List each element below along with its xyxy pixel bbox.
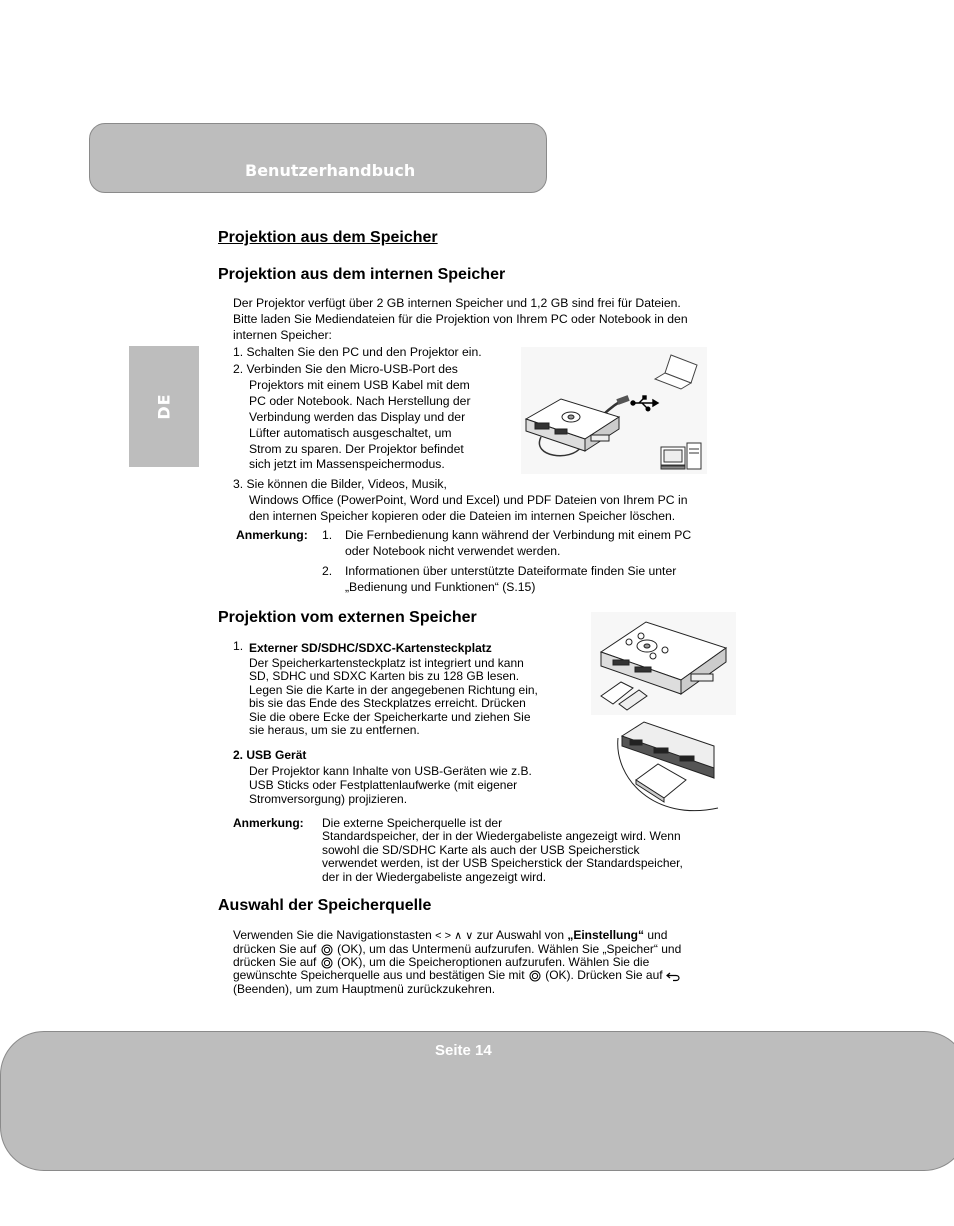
internal-step-2-l2: Projektors mit einem USB Kabel mit dem bbox=[249, 378, 470, 392]
external-note-l3: sowohl die SD/SDHC Karte als auch der USB Speicherstick bbox=[322, 843, 640, 857]
internal-note-1-l2: oder Notebook nicht verwendet werden. bbox=[345, 544, 561, 558]
internal-step-3-l3: den internen Speicher kopieren oder die Dateien im internen Speicher löschen. bbox=[249, 509, 676, 523]
internal-note-2-l1: Informationen über unterstützte Dateiformate finden Sie unter bbox=[345, 564, 677, 578]
main-heading: Projektion aus dem Speicher bbox=[218, 229, 438, 246]
internal-step-2-l1: 2. Verbinden Sie den Micro-USB-Port des bbox=[233, 362, 458, 376]
external-item-2-l1: Der Projektor kann Inhalte von USB-Geräten wie z.B. bbox=[249, 764, 532, 778]
external-heading: Projektion vom externen Speicher bbox=[218, 609, 477, 626]
source-line-4b: (OK). Drücken Sie auf bbox=[545, 968, 663, 982]
source-line-2b: (OK), um das Untermenü aufzurufen. Wählen Sie „Speicher“ und bbox=[337, 942, 682, 956]
internal-note-2-l2: „Bedienung und Funktionen“ (S.15) bbox=[345, 580, 536, 594]
internal-note-1-l1: Die Fernbedienung kann während der Verbindung mit einem PC bbox=[345, 528, 692, 542]
external-note-l1: Die externe Speicherquelle ist der bbox=[322, 816, 503, 830]
ok-button-icon bbox=[528, 970, 542, 982]
internal-intro-2: Bitte laden Sie Mediendateien für die Projektion von Ihrem PC oder Notebook in den bbox=[233, 312, 688, 326]
ok-button-icon bbox=[320, 944, 334, 956]
page-number: Seite 14 bbox=[435, 1042, 492, 1059]
usb-connection-illustration bbox=[521, 347, 707, 474]
source-setting-label: „Einstellung“ bbox=[567, 928, 645, 942]
internal-intro-3: internen Speicher: bbox=[233, 328, 332, 342]
source-line-4a: gewünschte Speicherquelle aus und bestätigen Sie mit bbox=[233, 968, 525, 982]
internal-step-1: 1. Schalten Sie den PC und den Projektor ein. bbox=[233, 345, 482, 359]
external-item-1-l3: Legen Sie die Karte in der angegebenen Richtung ein, bbox=[249, 683, 538, 697]
header-title: Benutzerhandbuch bbox=[245, 161, 416, 180]
source-line-1a: Verwenden Sie die Navigationstasten bbox=[233, 928, 432, 942]
language-label-wrap bbox=[129, 346, 199, 467]
internal-step-2-l4: Verbindung werden das Display und der bbox=[249, 410, 466, 424]
sd-insert-illustration bbox=[614, 718, 720, 822]
source-line-1b: zur Auswahl von bbox=[476, 928, 564, 942]
source-heading: Auswahl der Speicherquelle bbox=[218, 897, 432, 914]
source-line-4 bbox=[233, 969, 682, 983]
internal-step-2-l6: Strom zu sparen. Der Projektor befindet bbox=[249, 442, 464, 456]
source-line-3b: (OK), um die Speicheroptionen aufzurufen. Wählen Sie die bbox=[337, 955, 650, 969]
internal-heading: Projektion aus dem internen Speicher bbox=[218, 266, 506, 283]
internal-step-3-l1: 3. Sie können die Bilder, Videos, Musik, bbox=[233, 477, 447, 491]
external-item-2-l3: Stromversorgung) projizieren. bbox=[249, 792, 408, 806]
external-item-1-title: Externer SD/SDHC/SDXC-Kartensteckplatz bbox=[249, 641, 492, 655]
external-item-2-l2: USB Sticks oder Festplattenlaufwerke (mit eigener bbox=[249, 778, 518, 792]
external-note-label: Anmerkung: bbox=[233, 816, 304, 830]
source-line-5: (Beenden), um zum Hauptmenü zurückzukehren. bbox=[233, 982, 496, 996]
source-line-2a: drücken Sie auf bbox=[233, 942, 317, 956]
internal-step-3-l2: Windows Office (PowerPoint, Word und Excel) und PDF Dateien von Ihrem PC in bbox=[249, 493, 688, 507]
navigation-keys: < > ∧ ∨ bbox=[435, 930, 474, 942]
external-item-1-num: 1. bbox=[233, 639, 244, 653]
external-note-l4: verwendet werden, ist der USB Speicherstick der Standardspeicher, bbox=[322, 856, 683, 870]
external-note-l2: Standardspeicher, der in der Wiedergabeliste angezeigt wird. Wenn bbox=[322, 829, 681, 843]
header-tab bbox=[89, 123, 547, 193]
source-line-1d: und bbox=[647, 928, 668, 942]
desktop-pc-icon bbox=[661, 443, 701, 469]
external-item-1-l5: Sie die obere Ecke der Speicherkarte und ziehen Sie bbox=[249, 710, 531, 724]
language-label: DE bbox=[154, 393, 174, 420]
sd-card-illustration bbox=[591, 612, 736, 715]
internal-note-1-num: 1. bbox=[322, 528, 333, 542]
source-line-3a: drücken Sie auf bbox=[233, 955, 317, 969]
internal-step-2-l7: sich jetzt im Massenspeichermodus. bbox=[249, 457, 445, 471]
return-icon bbox=[666, 970, 682, 982]
external-item-1-l1: Der Speicherkartensteckplatz ist integriert und kann bbox=[249, 656, 524, 670]
external-note-l5: der in der Wiedergabeliste angezeigt wird. bbox=[322, 870, 547, 884]
external-item-1-l4: bis sie das Ende des Steckplatzes erreicht. Drücken bbox=[249, 696, 526, 710]
external-item-2-title: 2. USB Gerät bbox=[233, 748, 307, 762]
internal-step-2-l3: PC oder Notebook. Nach Herstellung der bbox=[249, 394, 471, 408]
internal-note-label: Anmerkung: bbox=[236, 528, 308, 542]
external-item-1-l6: sie heraus, um sie zu entfernen. bbox=[249, 723, 420, 737]
internal-step-2-l5: Lüfter automatisch ausgeschaltet, um bbox=[249, 426, 452, 440]
internal-intro-1: Der Projektor verfügt über 2 GB internen Speicher und 1,2 GB sind frei für Dateien. bbox=[233, 296, 681, 310]
external-item-1-l2: SD, SDHC und SDXC Karten bis zu 128 GB lesen. bbox=[249, 669, 520, 683]
internal-note-2-num: 2. bbox=[322, 564, 333, 578]
